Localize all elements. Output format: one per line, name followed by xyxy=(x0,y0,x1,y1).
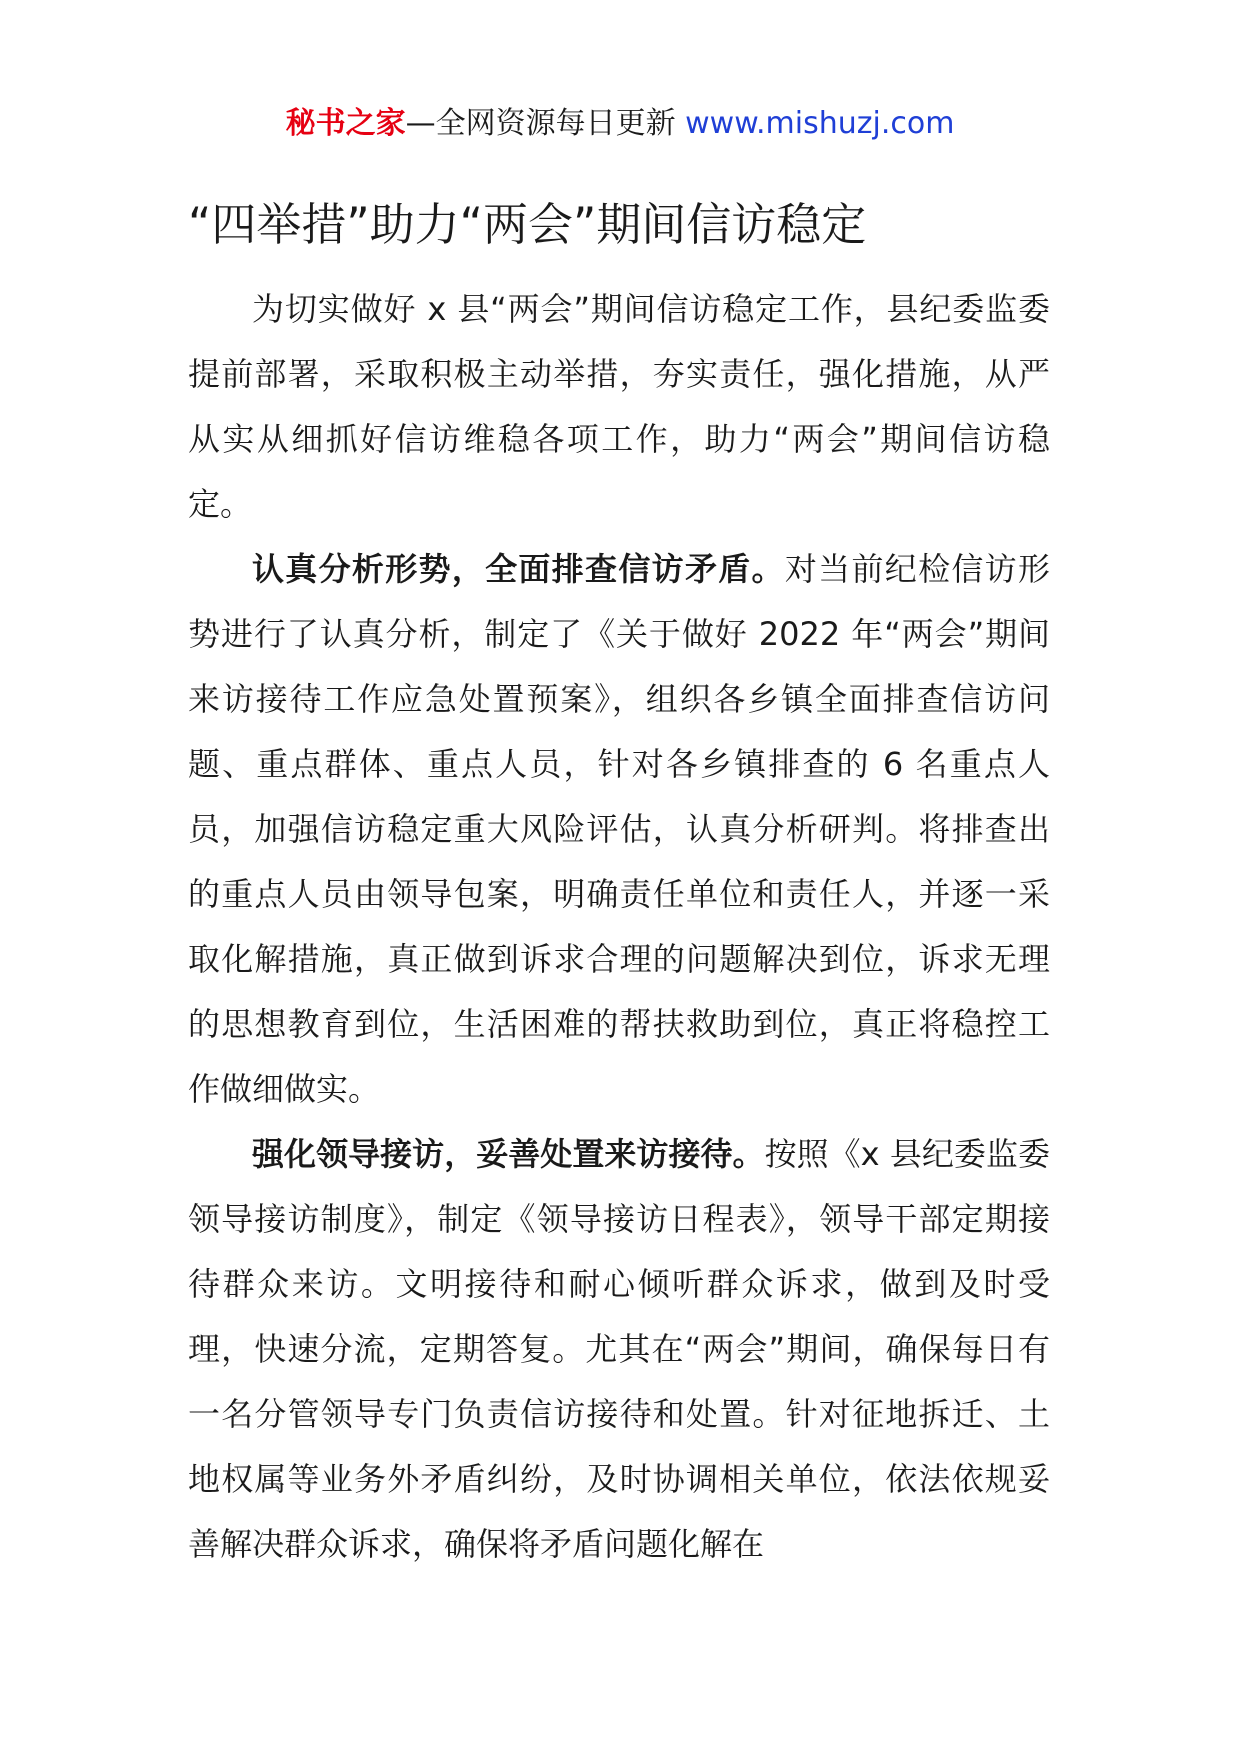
paragraph-text: 为切实做好 x 县“两会”期间信访稳定工作，县纪委监委提前部署，采取积极主动举措，夯实责任，强化措施，从严从实从细抓好信访维稳各项工作，助力“两会”期间信访稳定。 xyxy=(188,290,1050,523)
document-title: “四举措”助力“两会”期间信访稳定 xyxy=(188,198,867,251)
site-brand: 秘书之家 xyxy=(285,106,406,141)
paragraph-lead: 强化领导接访，妥善处置来访接待。 xyxy=(252,1135,765,1173)
paragraph-text: 按照《x 县纪委监委领导接访制度》，制定《领导接访日程表》，领导干部定期接待群众来访。文明接待和耐心倾听群众诉求，做到及时受理，快速分流，定期答复。尤其在“两会”期间，确保每日有一名分管领导专门负责信访接待和处置。针对征地拆迁、土地权属等业务外矛盾纠纷，及时协调相关单位，依法依规妥善解决群众诉求，确保将矛盾问题化解在 xyxy=(188,1135,1050,1563)
site-header xyxy=(0,104,1240,144)
document-body xyxy=(188,277,1050,1577)
site-url-link[interactable]: www.mishuzj.com xyxy=(685,106,955,141)
paragraph-reception xyxy=(188,1122,1050,1577)
paragraph-text: 对当前纪检信访形势进行了认真分析，制定了《关于做好 2022 年“两会”期间来访接待工作应急处置预案》，组织各乡镇全面排查信访问题、重点群体、重点人员，针对各乡镇排查的 6 名重点人员，加强信访稳定重大风险评估，认真分析研判。将排查出的重点人员由领导包案，明确责任单位和责任人，并逐一采取化解措施，真正做到诉求合理的问题解决到位，诉求无理的思想教育到位，生活困难的帮扶救助到位，真正将稳控工作做细做实。 xyxy=(188,550,1050,1108)
paragraph-analysis xyxy=(188,537,1050,1122)
site-tagline: —全网资源每日更新 xyxy=(405,106,676,141)
paragraph-lead: 认真分析形势，全面排查信访矛盾。 xyxy=(252,550,785,588)
paragraph-intro xyxy=(188,277,1050,537)
